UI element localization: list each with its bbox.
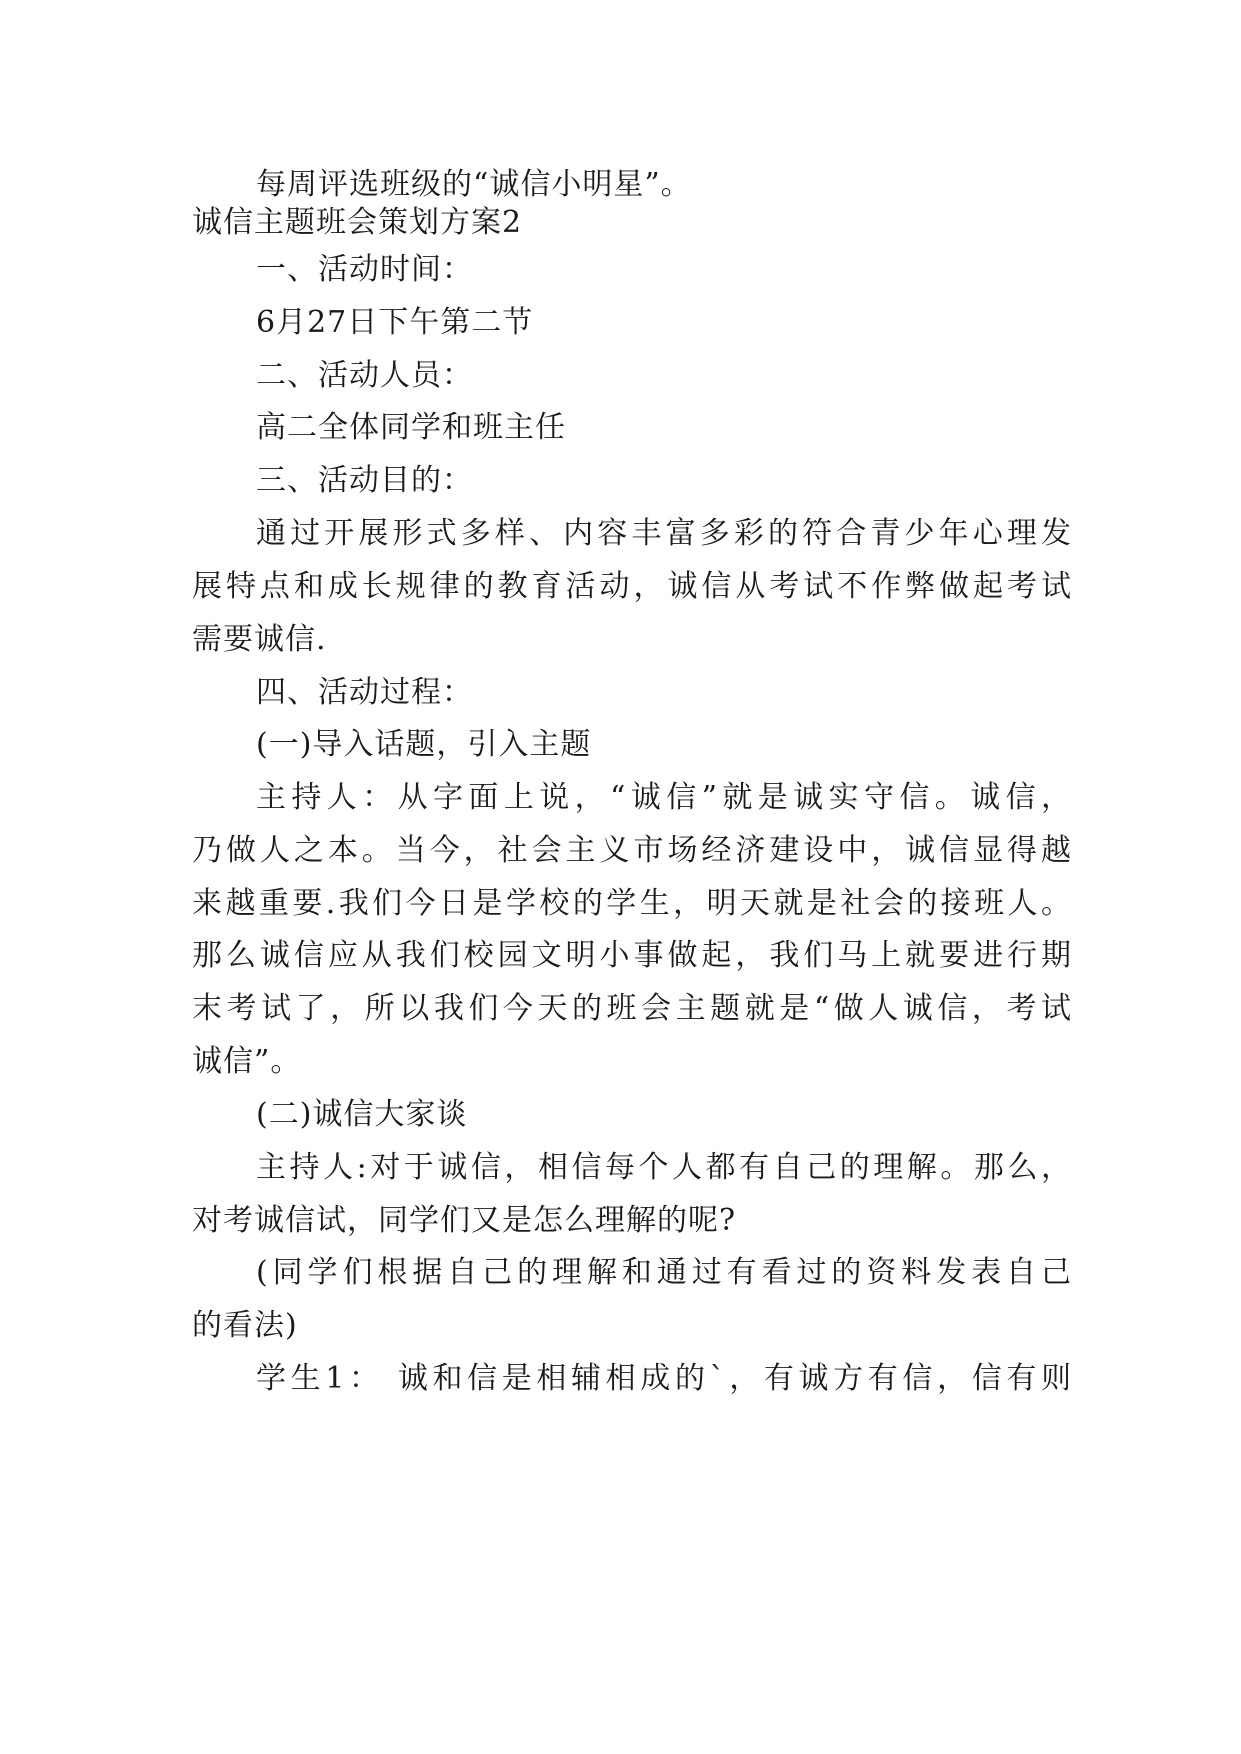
paragraph-line: 诚信”。 — [192, 1044, 302, 1079]
paragraph-line: 通过开展形式多样、内容丰富多彩的符合青少年心理发 — [256, 516, 1072, 551]
paragraph-line: (同学们根据自己的理解和通过有看过的资料发表自己 — [256, 1255, 1072, 1290]
paragraph-line: 对考诚信试，同学们又是怎么理解的呢? — [192, 1203, 737, 1238]
paragraph-line: 那么诚信应从我们校园文明小事做起，我们马上就要进行期 — [192, 938, 1072, 973]
subheading-activity-time: 一、活动时间： — [256, 252, 473, 287]
paragraph-line: 展特点和成长规律的教育活动，诚信从考试不作弊做起考试 — [192, 569, 1072, 604]
paragraph-line: 6月27日下午第二节 — [256, 305, 534, 340]
subheading-activity-process: 四、活动过程： — [256, 675, 473, 710]
subheading-activity-members: 二、活动人员： — [256, 358, 473, 393]
paragraph-line: 每周评选班级的“诚信小明星”。 — [256, 167, 692, 202]
paragraph-line: 需要诚信. — [192, 622, 327, 657]
subheading-part-one: (一)导入话题，引入主题 — [256, 727, 592, 762]
subheading-activity-purpose: 三、活动目的： — [256, 463, 473, 498]
subheading-part-two: (二)诚信大家谈 — [256, 1097, 468, 1132]
section-heading: 诚信主题班会策划方案2 — [192, 205, 523, 240]
paragraph-line: 主持人：从字面上说，“诚信”就是诚实守信。诚信， — [256, 780, 1072, 815]
paragraph-line: 主持人:对于诚信，相信每个人都有自己的理解。那么， — [256, 1150, 1072, 1185]
paragraph-line: 末考试了，所以我们今天的班会主题就是“做人诚信，考试 — [192, 991, 1072, 1026]
paragraph-line: 来越重要.我们今日是学校的学生，明天就是社会的接班人。 — [192, 886, 1072, 921]
paragraph-line: 高二全体同学和班主任 — [256, 410, 566, 445]
paragraph-line: 学生1： 诚和信是相辅相成的`，有诚方有信，信有则 — [256, 1361, 1072, 1396]
paragraph-line: 乃做人之本。当今，社会主义市场经济建设中，诚信显得越 — [192, 833, 1072, 868]
paragraph-line: 的看法) — [192, 1308, 298, 1343]
